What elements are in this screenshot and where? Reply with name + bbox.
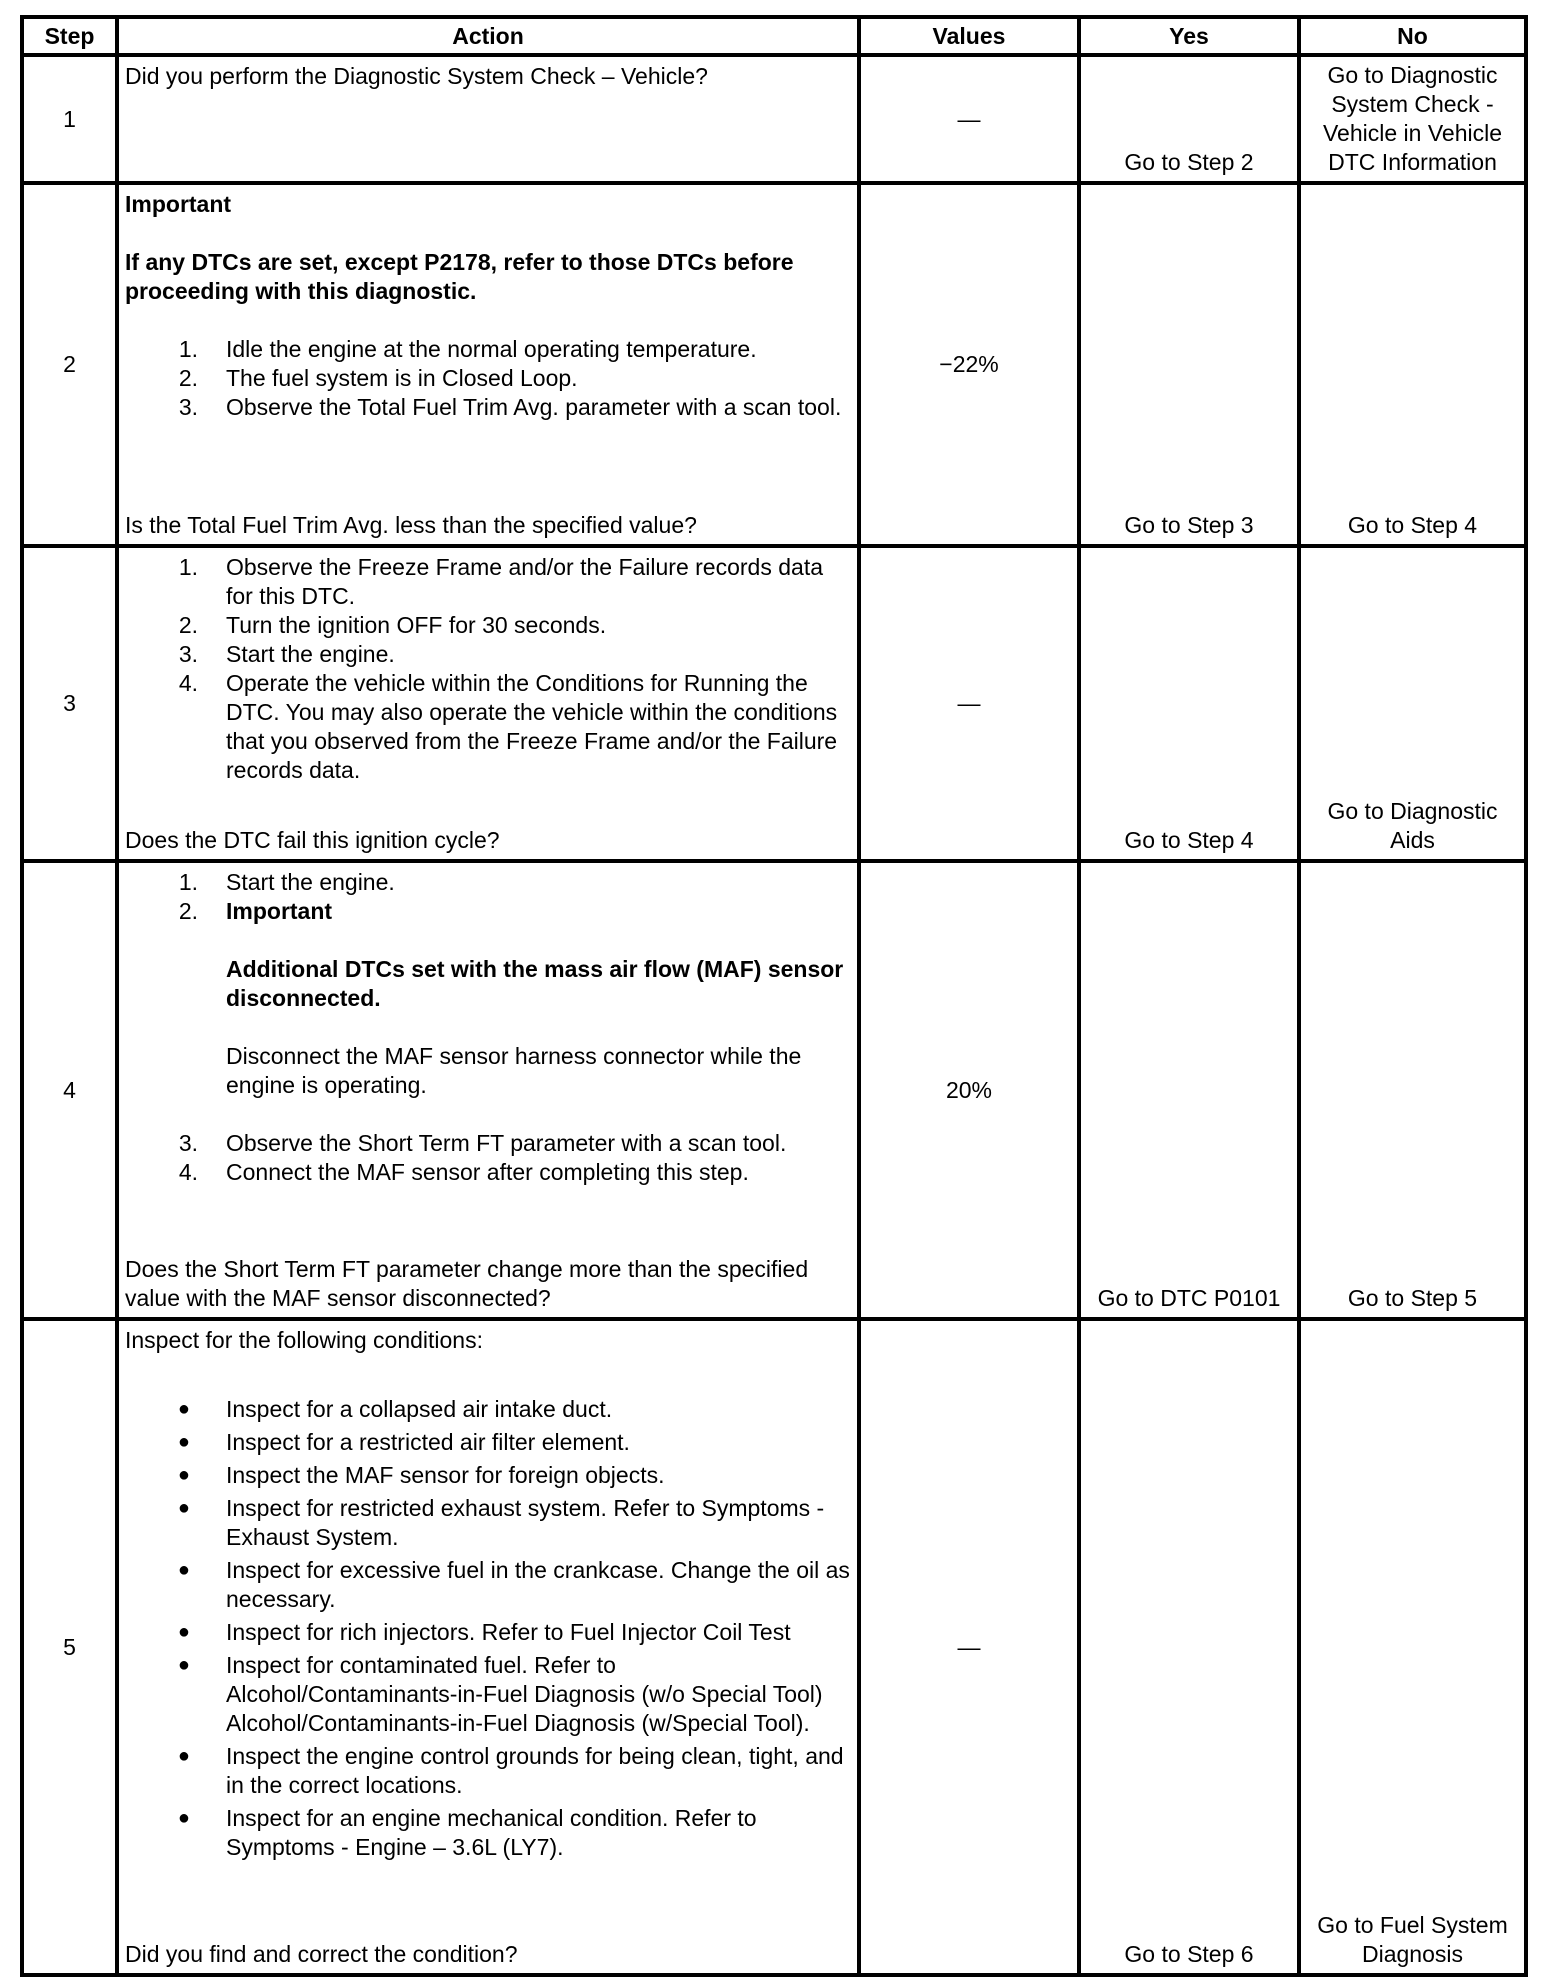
list-item: 2. Important Additional DTCs set with the mass air flow (MAF) sensor disconnected. Disconnect the MAF sensor harness connector while the engine is operating.	[125, 897, 851, 1129]
list-item: 4. Operate the vehicle within the Conditions for Running the DTC. You may also operate the vehicle within the conditions that you observed from the Freeze Frame and/or the Failure records data.	[178, 670, 838, 783]
list-item: 1. Idle the engine at the normal operating temperature.	[178, 336, 757, 362]
action-cell	[117, 861, 859, 1319]
value-cell: —	[859, 546, 1079, 861]
step-number: 1	[22, 55, 117, 183]
yes-cell: Go to Step 3	[1079, 183, 1299, 546]
list-item: ● Inspect for restricted exhaust system. Refer to Symptoms - Exhaust System.	[177, 1495, 825, 1550]
header-step: Step	[22, 17, 117, 55]
table-row	[22, 183, 1526, 546]
table-row	[22, 861, 1526, 1319]
action-question: Does the DTC fail this ignition cycle?	[125, 827, 500, 853]
yes-cell: Go to Step 4	[1079, 546, 1299, 861]
important-note: Additional DTCs set with the mass air flow (MAF) sensor disconnected.	[226, 956, 844, 1011]
list-item: 2. Turn the ignition OFF for 30 seconds.	[178, 612, 607, 638]
step-list	[125, 868, 851, 1187]
list-item: 1. Start the engine.	[178, 869, 395, 895]
list-item: 3. Observe the Total Fuel Trim Avg. parameter with a scan tool.	[178, 394, 842, 420]
value-cell: —	[859, 55, 1079, 183]
list-item: ● Inspect the engine control grounds for being clean, tight, and in the correct locations.	[177, 1743, 844, 1798]
step-number: 3	[22, 546, 117, 861]
value-cell: −22%	[859, 183, 1079, 546]
table-row	[22, 1319, 1526, 1975]
no-cell: Go to Diagnostic System Check - Vehicle in Vehicle DTC Information	[1299, 55, 1526, 183]
list-item: 1. Observe the Freeze Frame and/or the Failure records data for this DTC.	[178, 554, 824, 609]
header-values: Values	[859, 17, 1079, 55]
step-number: 5	[22, 1319, 117, 1975]
header-action: Action	[117, 17, 859, 55]
list-item: 4. Connect the MAF sensor after completing this step.	[178, 1159, 749, 1185]
important-label: Important	[226, 898, 333, 924]
step-text: Disconnect the MAF sensor harness connector while the engine is operating.	[226, 1043, 802, 1098]
step-number: 2	[22, 183, 117, 546]
list-item: ● Inspect for a restricted air filter element.	[177, 1429, 630, 1455]
action-cell	[117, 183, 859, 546]
table-row	[22, 55, 1526, 183]
header-yes: Yes	[1079, 17, 1299, 55]
list-item: ● Inspect for contaminated fuel. Refer to Alcohol/Contaminants-in-Fuel Diagnosis (w/o Special Tool) Alcohol/Contaminants-in-Fuel Diagnosis (w/Special Tool).	[177, 1652, 823, 1736]
action-question: Does the Short Term FT parameter change more than the specified value with the MAF sensor disconnected?	[125, 1256, 809, 1311]
important-label: Important	[125, 191, 232, 217]
header-row	[22, 17, 1526, 55]
yes-cell: Go to Step 6	[1079, 1319, 1299, 1975]
list-item: 2. The fuel system is in Closed Loop.	[178, 365, 578, 391]
action-question: Did you find and correct the condition?	[125, 1941, 518, 1967]
diagnostic-table	[20, 15, 1528, 1977]
action-question: Did you perform the Diagnostic System Check – Vehicle?	[125, 63, 708, 89]
yes-cell: Go to Step 2	[1079, 55, 1299, 183]
list-item: 3. Observe the Short Term FT parameter with a scan tool.	[178, 1130, 787, 1156]
step-list	[125, 335, 851, 422]
list-item: ● Inspect for an engine mechanical condition. Refer to Symptoms - Engine – 3.6L (LY7).	[177, 1805, 757, 1860]
action-cell	[117, 55, 859, 183]
table-row	[22, 546, 1526, 861]
header-no: No	[1299, 17, 1526, 55]
action-question: Is the Total Fuel Trim Avg. less than the specified value?	[125, 512, 697, 538]
action-cell	[117, 546, 859, 861]
important-note: If any DTCs are set, except P2178, refer to those DTCs before proceeding with this diagnostic.	[125, 249, 794, 304]
no-cell: Go to Diagnostic Aids	[1299, 546, 1526, 861]
list-item: 3. Start the engine.	[178, 641, 395, 667]
value-cell: —	[859, 1319, 1079, 1975]
no-cell: Go to Step 4	[1299, 183, 1526, 546]
list-item: ● Inspect for rich injectors. Refer to Fuel Injector Coil Test	[177, 1619, 791, 1645]
step-list	[125, 553, 851, 785]
list-item: ● Inspect the MAF sensor for foreign objects.	[177, 1462, 665, 1488]
action-cell	[117, 1319, 859, 1975]
yes-cell: Go to DTC P0101	[1079, 861, 1299, 1319]
list-item: ● Inspect for excessive fuel in the crankcase. Change the oil as necessary.	[177, 1557, 850, 1612]
value-cell: 20%	[859, 861, 1079, 1319]
action-intro: Inspect for the following conditions:	[125, 1327, 483, 1353]
step-number: 4	[22, 861, 117, 1319]
no-cell: Go to Fuel System Diagnosis	[1299, 1319, 1526, 1975]
no-cell: Go to Step 5	[1299, 861, 1526, 1319]
list-item: ● Inspect for a collapsed air intake duct.	[177, 1396, 613, 1422]
bullet-list	[125, 1395, 851, 1866]
